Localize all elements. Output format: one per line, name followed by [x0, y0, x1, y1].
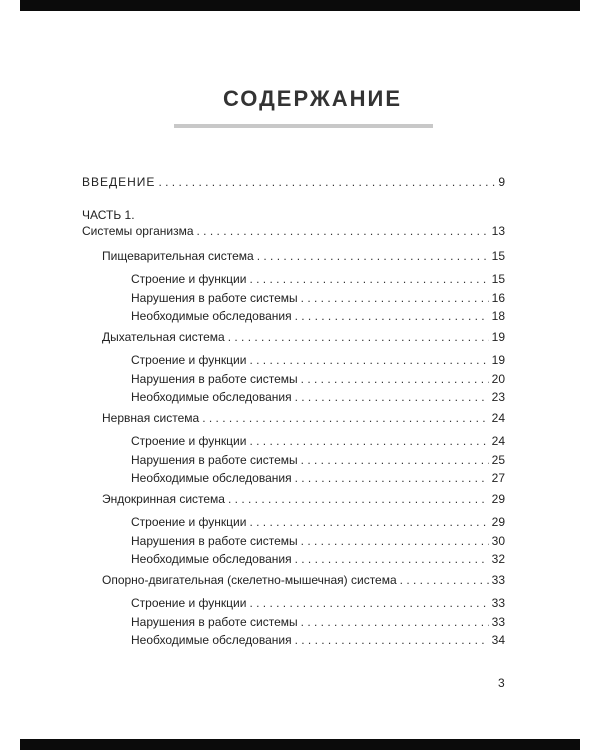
toc-page-number: 33 — [491, 573, 505, 587]
toc-entry-subsection[interactable] — [131, 470, 505, 486]
toc-entry-subsection[interactable] — [131, 389, 505, 405]
toc-entry-subsection[interactable] — [131, 271, 505, 287]
toc-entry-label: Нарушения в работе системы — [131, 453, 298, 467]
part-label: ЧАСТЬ 1. — [82, 208, 135, 222]
toc-entry-label: Опорно-двигательная (скелетно-мышечная) система — [102, 573, 397, 587]
toc-page-number: 24 — [491, 411, 505, 425]
toc-entry-label: Дыхательная система — [102, 330, 225, 344]
toc-entry-subsection[interactable] — [131, 352, 505, 368]
toc-entry-subsection[interactable] — [131, 533, 505, 549]
page-title: СОДЕРЖАНИЕ — [222, 86, 403, 111]
toc-entry-system[interactable] — [102, 329, 505, 345]
toc-entry-label: Эндокринная система — [102, 492, 225, 506]
toc-entry-subsection[interactable] — [131, 433, 505, 449]
book-page — [20, 11, 580, 739]
dot-leader — [301, 290, 489, 306]
toc-entry-intro[interactable] — [82, 174, 505, 190]
toc-page-number: 23 — [491, 390, 505, 404]
toc-entry-subsection[interactable] — [131, 452, 505, 468]
title-underline — [174, 124, 433, 128]
page-footer-number: 3 — [498, 676, 505, 690]
dot-leader — [158, 174, 495, 190]
dot-leader — [228, 491, 489, 507]
toc-entry-label: Нарушения в работе системы — [131, 534, 298, 548]
toc-page-number: 33 — [491, 615, 505, 629]
bottom-black-bar — [20, 739, 580, 750]
dot-leader — [249, 433, 488, 449]
toc-entry-system[interactable] — [102, 491, 505, 507]
toc-entry-part[interactable] — [82, 223, 505, 239]
toc-entry-label: Необходимые обследования — [131, 633, 292, 647]
toc-entry-label: ВВЕДЕНИЕ — [82, 175, 156, 189]
toc-page-number: 15 — [491, 272, 505, 286]
toc-entry-subsection[interactable] — [131, 308, 505, 324]
dot-leader — [202, 410, 488, 426]
toc-entry-label: Нервная система — [102, 411, 200, 425]
dot-leader — [301, 371, 489, 387]
toc-entry-subsection[interactable] — [131, 551, 505, 567]
toc-entry-label: Строение и функции — [131, 596, 247, 610]
toc-entry-label: Строение и функции — [131, 353, 247, 367]
toc-entry-label: Строение и функции — [131, 434, 247, 448]
toc-page-number: 30 — [491, 534, 505, 548]
toc-page-number: 19 — [491, 330, 505, 344]
toc-page-number: 32 — [491, 552, 505, 566]
dot-leader — [249, 271, 488, 287]
toc-page-number: 33 — [491, 596, 505, 610]
dot-leader — [249, 352, 488, 368]
toc-page-number: 29 — [491, 515, 505, 529]
toc-page-number: 20 — [491, 372, 505, 386]
dot-leader — [249, 514, 488, 530]
toc-page-number: 9 — [498, 175, 505, 189]
toc-entry-system[interactable] — [102, 410, 505, 426]
dot-leader — [295, 308, 489, 324]
toc-page-number: 18 — [491, 309, 505, 323]
toc-page-number: 27 — [491, 471, 505, 485]
toc-page-number: 25 — [491, 453, 505, 467]
toc-page-number: 24 — [491, 434, 505, 448]
dot-leader — [295, 551, 489, 567]
toc-entry-subsection[interactable] — [131, 290, 505, 306]
dot-leader — [249, 595, 488, 611]
toc-entry-label: Необходимые обследования — [131, 390, 292, 404]
dot-leader — [295, 470, 489, 486]
toc-entry-subsection[interactable] — [131, 514, 505, 530]
toc-entry-subsection[interactable] — [131, 632, 505, 648]
dot-leader — [301, 452, 489, 468]
toc-entry-label: Нарушения в работе системы — [131, 291, 298, 305]
toc-entry-system[interactable] — [102, 248, 505, 264]
dot-leader — [228, 329, 489, 345]
toc-entry-subsection[interactable] — [131, 595, 505, 611]
toc-entry-label: Пищеварительная система — [102, 249, 254, 263]
toc-entry-label: Нарушения в работе системы — [131, 372, 298, 386]
dot-leader — [295, 389, 489, 405]
dot-leader — [197, 223, 489, 239]
toc-entry-label: Нарушения в работе системы — [131, 615, 298, 629]
toc-entry-label: Необходимые обследования — [131, 471, 292, 485]
top-black-bar — [20, 0, 580, 11]
toc-entry-label: Необходимые обследования — [131, 552, 292, 566]
toc-entry-label: Строение и функции — [131, 515, 247, 529]
dot-leader — [257, 248, 489, 264]
toc-page-number: 16 — [491, 291, 505, 305]
dot-leader — [301, 533, 489, 549]
toc-page-number: 15 — [491, 249, 505, 263]
toc-page-number: 19 — [491, 353, 505, 367]
dot-leader — [295, 632, 489, 648]
toc-page-number: 29 — [491, 492, 505, 506]
toc-entry-label: Системы организма — [82, 224, 194, 238]
toc-entry-subsection[interactable] — [131, 614, 505, 630]
toc-page-number: 13 — [491, 224, 505, 238]
dot-leader — [400, 572, 489, 588]
toc-entry-system[interactable] — [102, 572, 505, 588]
toc-entry-label: Строение и функции — [131, 272, 247, 286]
dot-leader — [301, 614, 489, 630]
toc-page-number: 34 — [491, 633, 505, 647]
toc-entry-label: Необходимые обследования — [131, 309, 292, 323]
toc-entry-subsection[interactable] — [131, 371, 505, 387]
